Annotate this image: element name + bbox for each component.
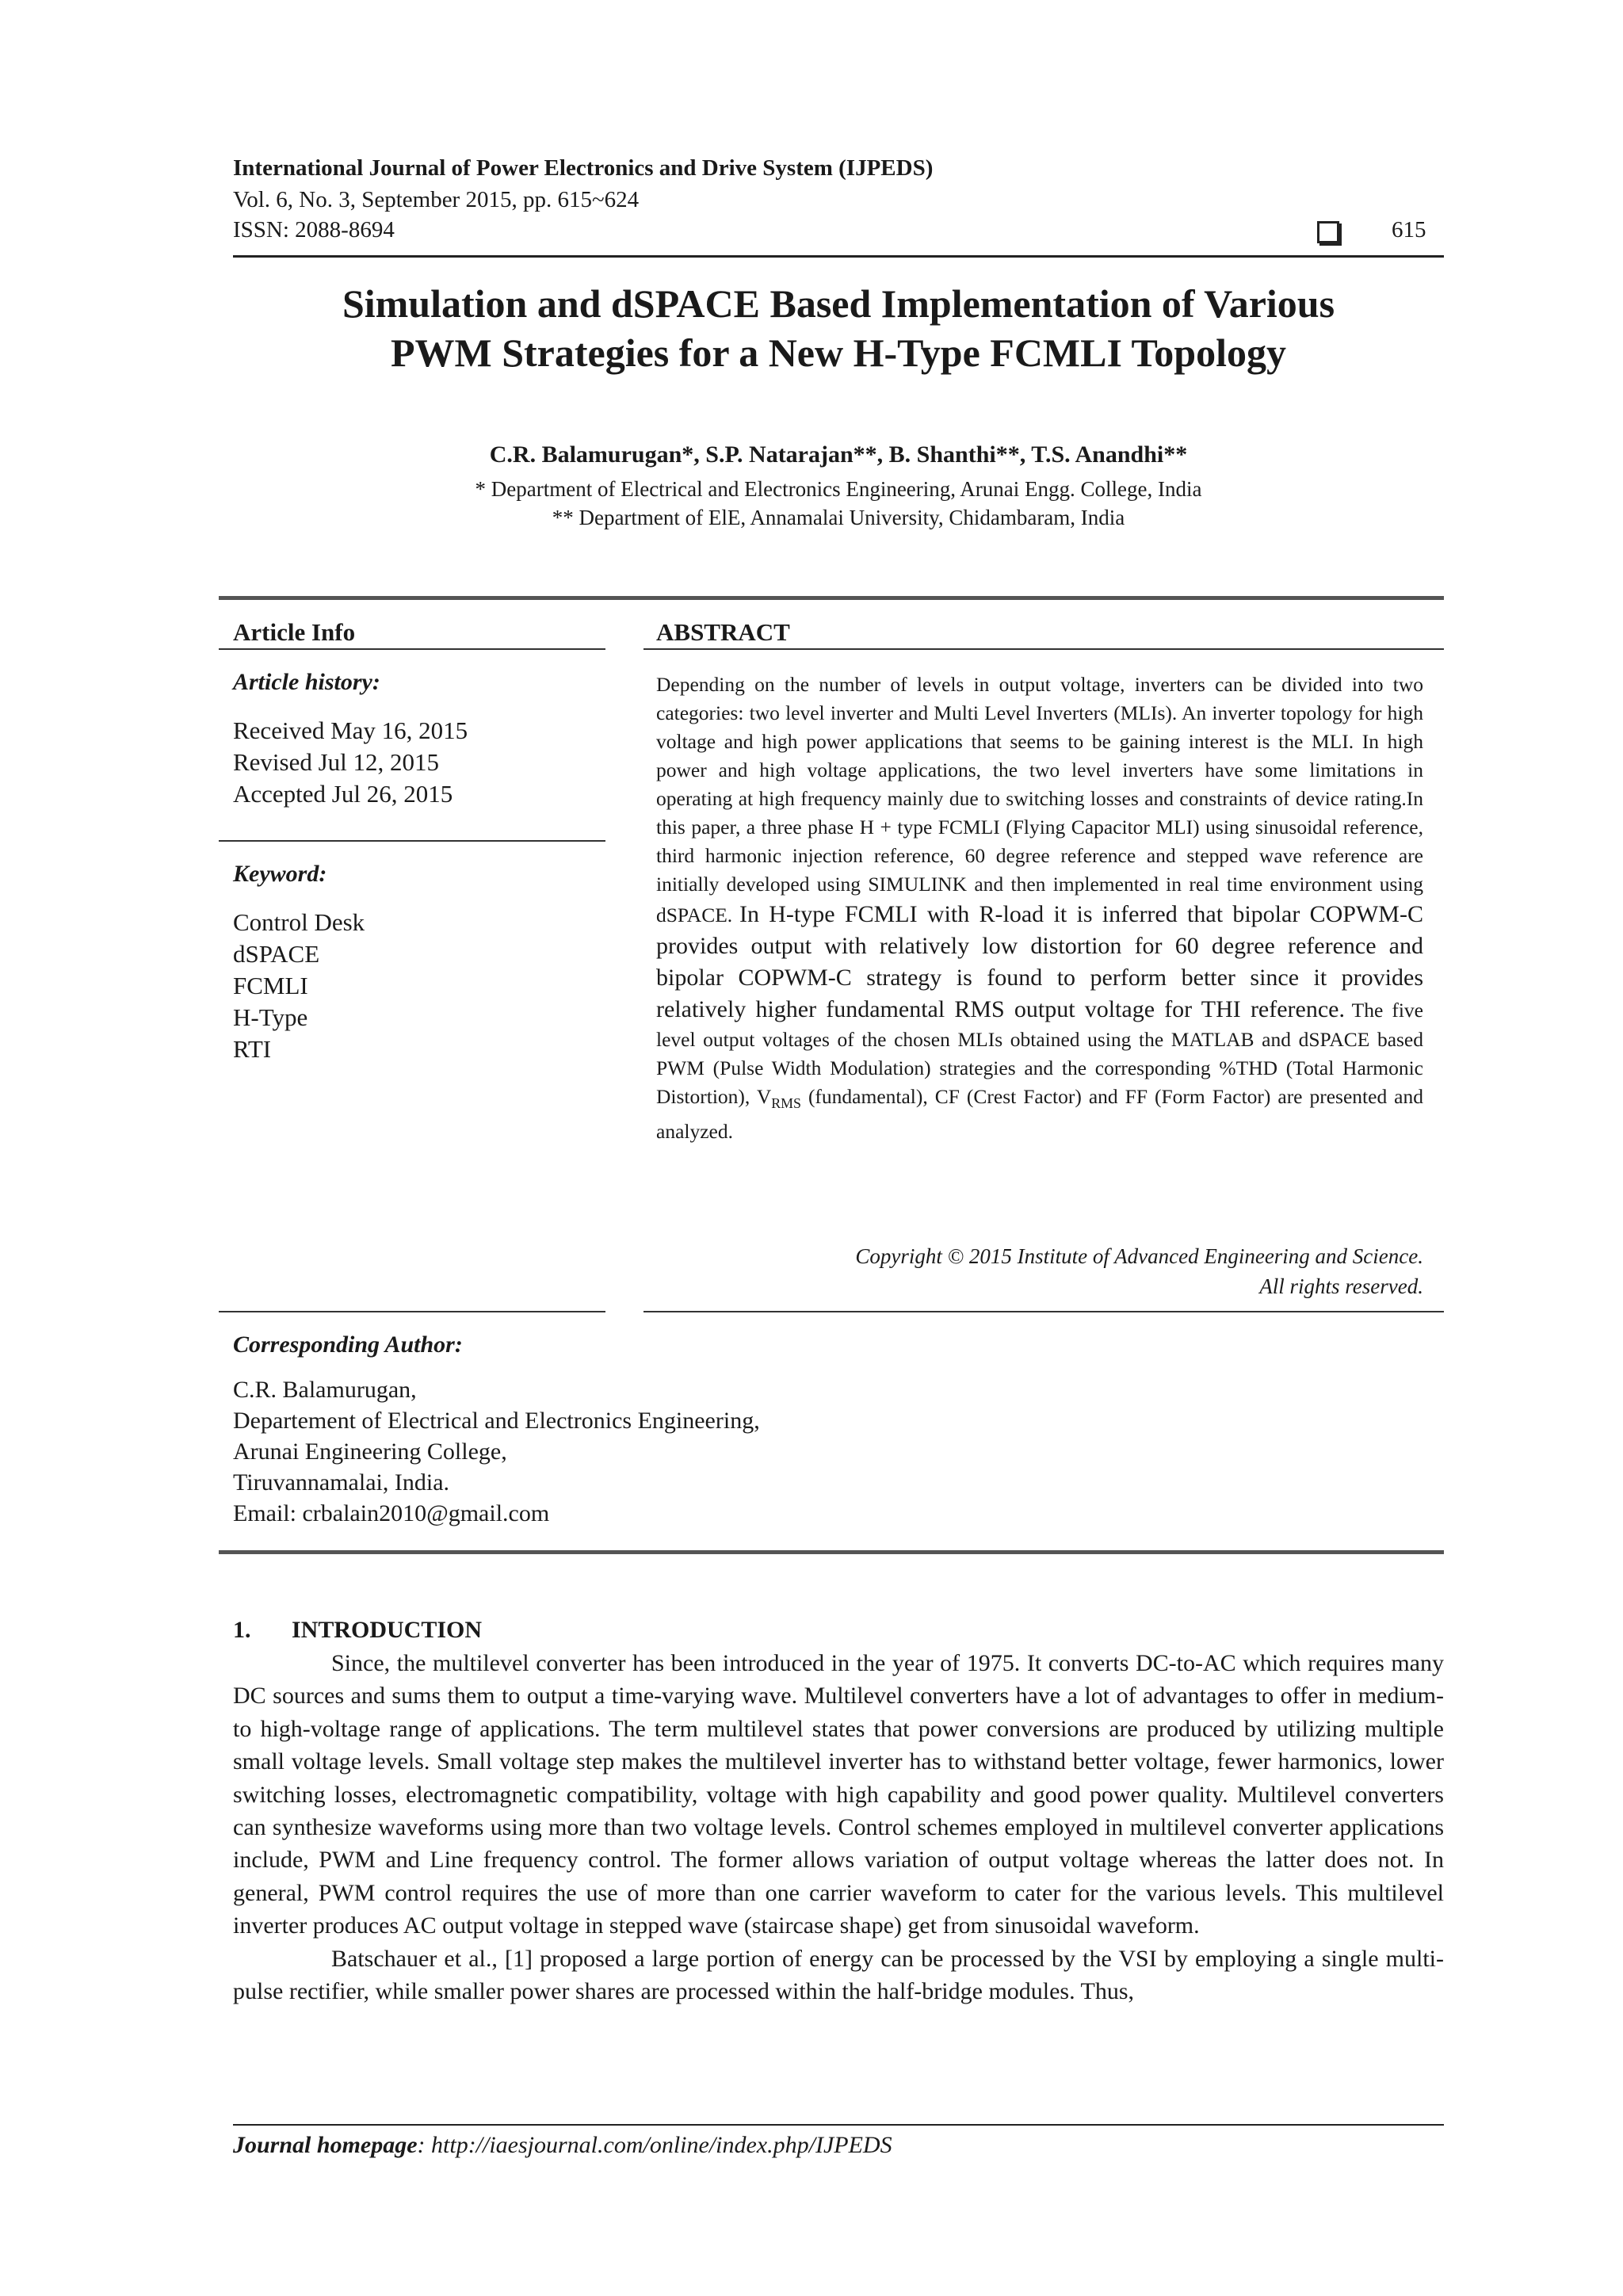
author-college: Arunai Engineering College, <box>233 1438 507 1465</box>
homepage-label: Journal homepage <box>233 2132 418 2158</box>
article-info-rule <box>219 648 605 650</box>
article-history-heading: Article history: <box>233 669 380 695</box>
section-number: 1. <box>233 1617 251 1643</box>
checkbox-square-icon <box>1317 221 1339 243</box>
section-title: INTRODUCTION <box>292 1617 483 1643</box>
affiliation-1: * Department of Electrical and Electronics Engineering, Arunai Engg. College, India <box>475 477 1202 501</box>
author-department: Departement of Electrical and Electronics Engineering, <box>233 1408 760 1434</box>
corresponding-author-heading: Corresponding Author: <box>233 1331 463 1358</box>
copyright-notice <box>656 1241 1423 1301</box>
page-number: 615 <box>1392 217 1426 243</box>
abstract-rule <box>643 648 1444 650</box>
keyword-item: dSPACE <box>233 940 320 968</box>
abstract-body <box>656 670 1423 1146</box>
article-info-heading: Article Info <box>233 618 356 646</box>
journal-issn: ISSN: 2088-8694 <box>233 217 395 243</box>
history-accepted: Accepted Jul 26, 2015 <box>233 780 453 808</box>
paper-title-line-2: PWM Strategies for a New H-Type FCMLI Topology <box>390 330 1286 375</box>
keyword-item: FCMLI <box>233 972 308 999</box>
abstract-vrms-subscript: RMS <box>771 1095 801 1112</box>
keyword-heading: Keyword: <box>233 861 327 887</box>
copyright-line-1: Copyright © 2015 Institute of Advanced Engineering and Science. <box>855 1244 1423 1268</box>
keyword-item: H-Type <box>233 1003 308 1031</box>
keyword-item: RTI <box>233 1035 272 1063</box>
abstract-part-1: Depending on the number of levels in output voltage, inverters can be divided into two categories: two level inverter and Multi Level Inverters (MLIs). An inverter topology for high voltage and high power applications that seems to be gaining interest is the MLI. In high power and high voltage applications, the two level inverters have some limitations in operating at high frequency mainly due to switching losses and constraints of device rating.In this paper, a three phase H + type FCMLI (Flying Capacitor MLI) using sinusoidal reference, third harmonic injection reference, 60 degree reference and stepped wave reference are initially developed using SIMULINK and then implemented in real time environment using dSPACE. <box>656 673 1423 926</box>
abstract-part-3b: (fundamental), CF (Crest Factor) and FF (Form Factor) are presented and analyzed. <box>656 1085 1424 1144</box>
keyword-item: Control Desk <box>233 908 365 936</box>
history-received: Received May 16, 2015 <box>233 716 468 744</box>
journal-name: International Journal of Power Electronics and Drive System (IJPEDS) <box>233 155 934 181</box>
info-bottom-rule-left <box>219 1311 605 1312</box>
keyword-list <box>233 907 365 1065</box>
history-revised: Revised Jul 12, 2015 <box>233 748 440 776</box>
article-history <box>233 715 468 810</box>
history-rule <box>219 840 605 842</box>
paragraph: Since, the multilevel converter has been introduced in the year of 1975. It converts DC-to-AC which requires many DC sources and sums them to output a time-varying wave. Multilevel converters have a lot of advantages to offer in medium- to high-voltage range of applications. The term multilevel states that power conversions are produced by utilizing multiple small voltage levels. Small voltage step makes the multilevel inverter has to withstand better voltage, fewer harmonics, lower switching losses, electromagnetic compatibility, voltage with high capability and good power quality. Multilevel converters can synthesize waveforms using more than two voltage levels. Control schemes employed in multilevel converter applications include, PWM and Line frequency control. The former allows variation of output voltage whereas the latter does not. In general, PWM control requires the use of more than one carrier waveform to cater for the various levels. This multilevel inverter produces AC output voltage in stepped wave (staircase shape) get from sinusoidal waveform. <box>233 1650 1444 1939</box>
info-box-top-rule <box>219 596 1444 600</box>
author-name: C.R. Balamurugan, <box>233 1377 417 1403</box>
author-city: Tiruvannamalai, India. <box>233 1469 450 1496</box>
paper-authors: C.R. Balamurugan*, S.P. Natarajan**, B. Shanthi**, T.S. Anandhi** <box>489 441 1188 468</box>
copyright-line-2: All rights reserved. <box>1259 1274 1423 1298</box>
abstract-heading: ABSTRACT <box>656 618 790 646</box>
info-box-bottom-rule <box>219 1550 1444 1554</box>
homepage-url[interactable]: : http://iaesjournal.com/online/index.php/IJPEDS <box>417 2132 892 2158</box>
footer-divider <box>233 2124 1444 2126</box>
header-divider <box>233 255 1444 258</box>
author-email: Email: crbalain2010@gmail.com <box>233 1500 550 1526</box>
journal-homepage <box>233 2132 892 2159</box>
section-heading-introduction <box>233 1617 482 1644</box>
journal-volume: Vol. 6, No. 3, September 2015, pp. 615~624 <box>233 187 640 212</box>
paper-title <box>233 279 1444 377</box>
affiliation-2: ** Department of ElE, Annamalai University, Chidambaram, India <box>552 506 1125 529</box>
info-bottom-rule-right <box>643 1311 1444 1312</box>
abstract-part-3a: The five level output voltages of the chosen MLIs obtained using the MATLAB and dSPACE based PWM (Pulse Width Modulation) strategies and the corresponding %THD (Total Harmonic Distortion), V <box>656 999 1424 1108</box>
corresponding-author-details <box>233 1374 760 1529</box>
introduction-body <box>233 1647 1444 2008</box>
abstract-part-2: In H-type FCMLI with R-load it is inferred that bipolar COPWM-C provides output with relatively low distortion for 60 degree reference and bipolar COPWM-C strategy is found to perform better since it provides relatively higher fundamental RMS output voltage for THI reference. <box>656 901 1423 1022</box>
paragraph: Batschauer et al., [1] proposed a large portion of energy can be processed by the VSI by employing a single multi-pulse rectifier, while smaller power shares are processed within the half-bridge modules. Thus, <box>233 1945 1444 2005</box>
paper-title-line-1: Simulation and dSPACE Based Implementation of Various <box>342 281 1335 326</box>
